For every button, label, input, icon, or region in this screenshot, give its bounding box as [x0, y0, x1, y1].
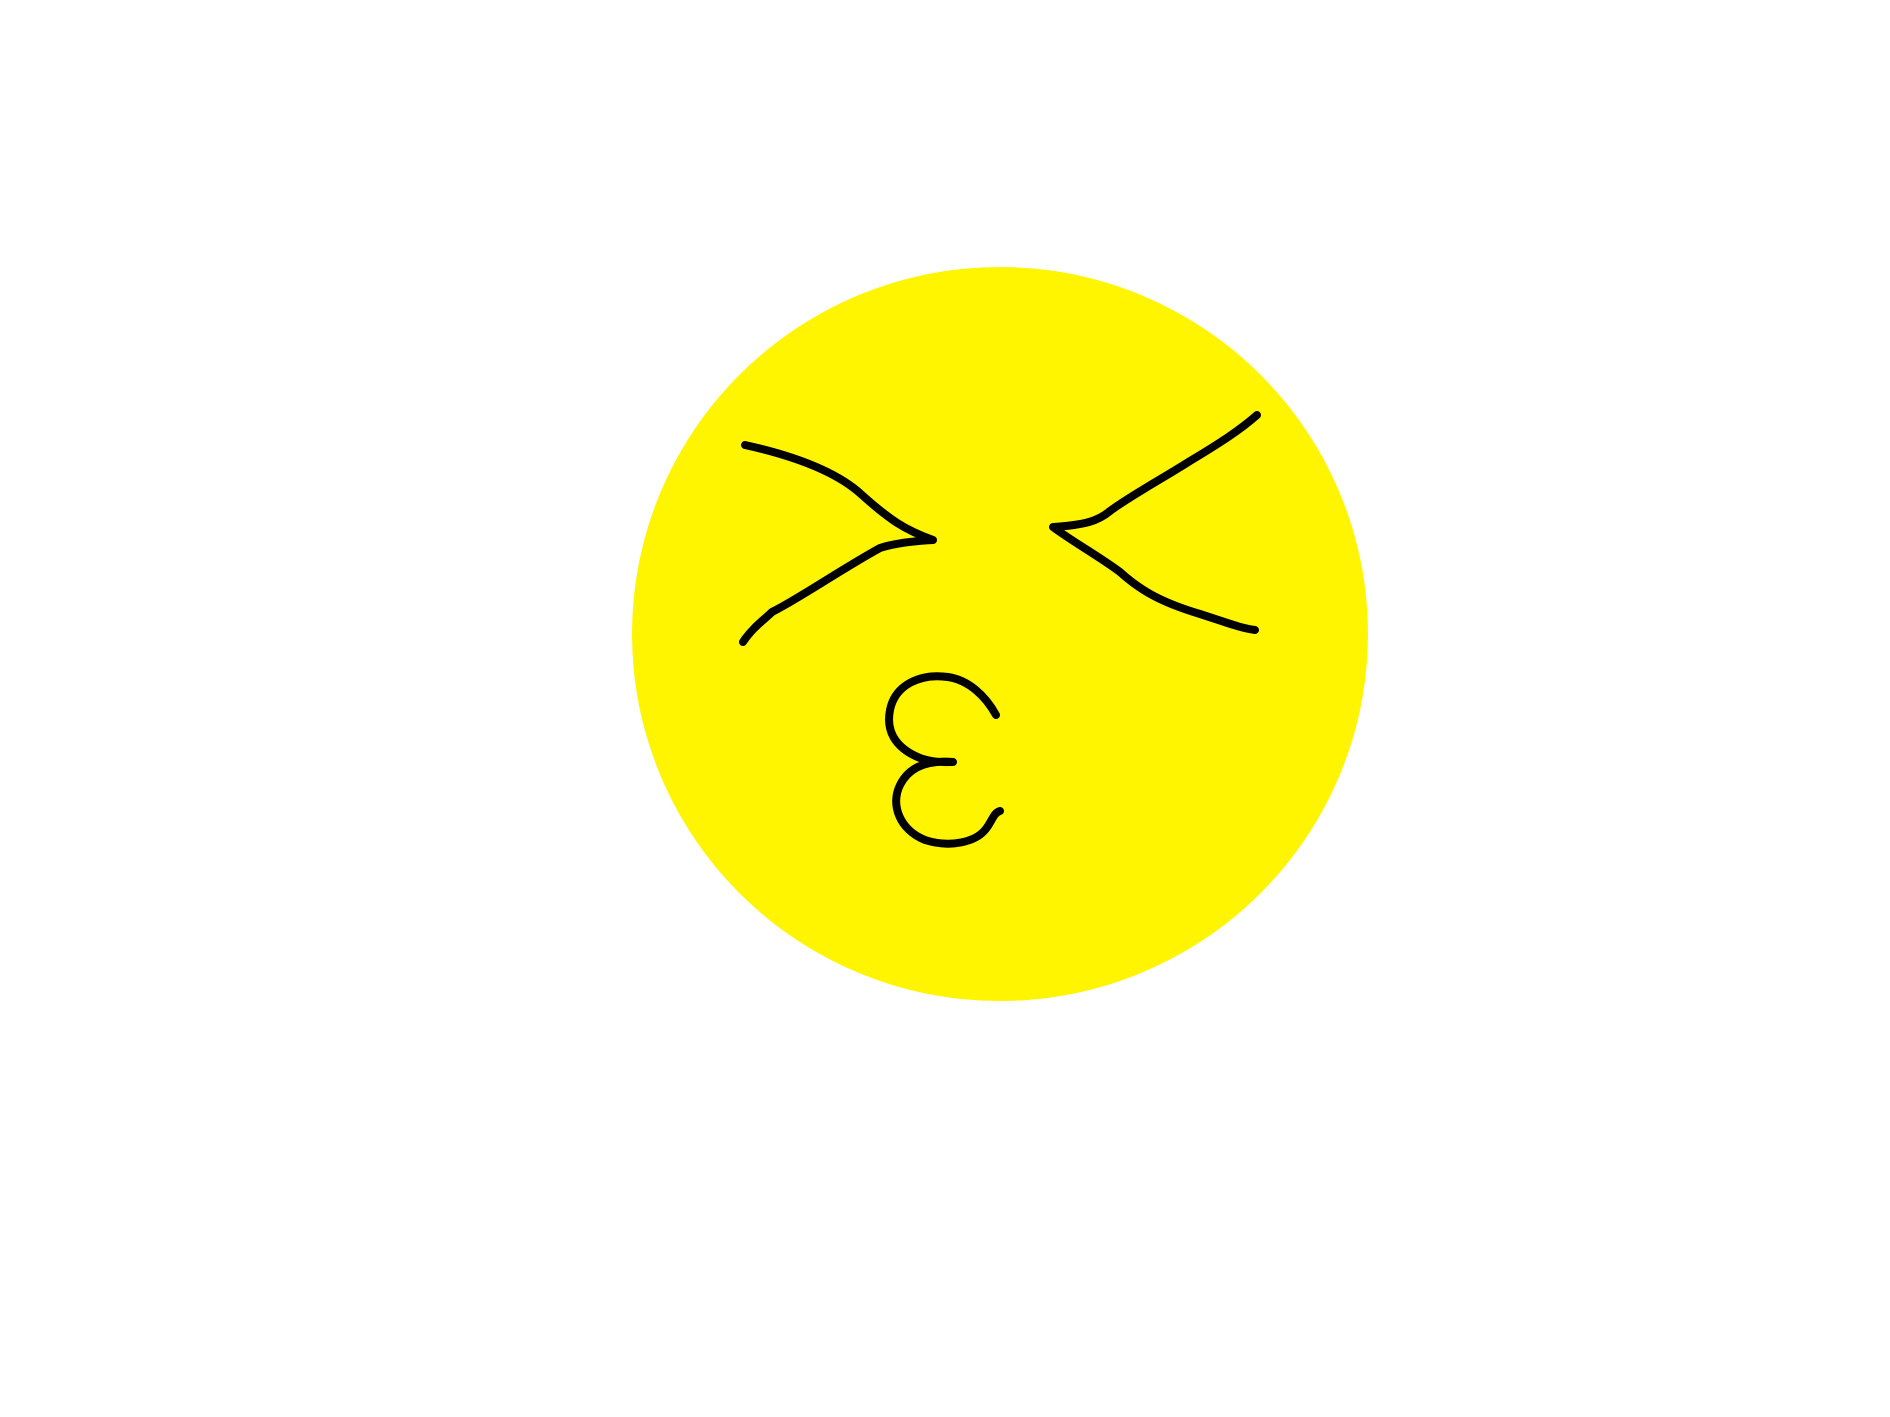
kissing-face-emoji	[632, 267, 1368, 1001]
face-circle	[632, 267, 1368, 1001]
